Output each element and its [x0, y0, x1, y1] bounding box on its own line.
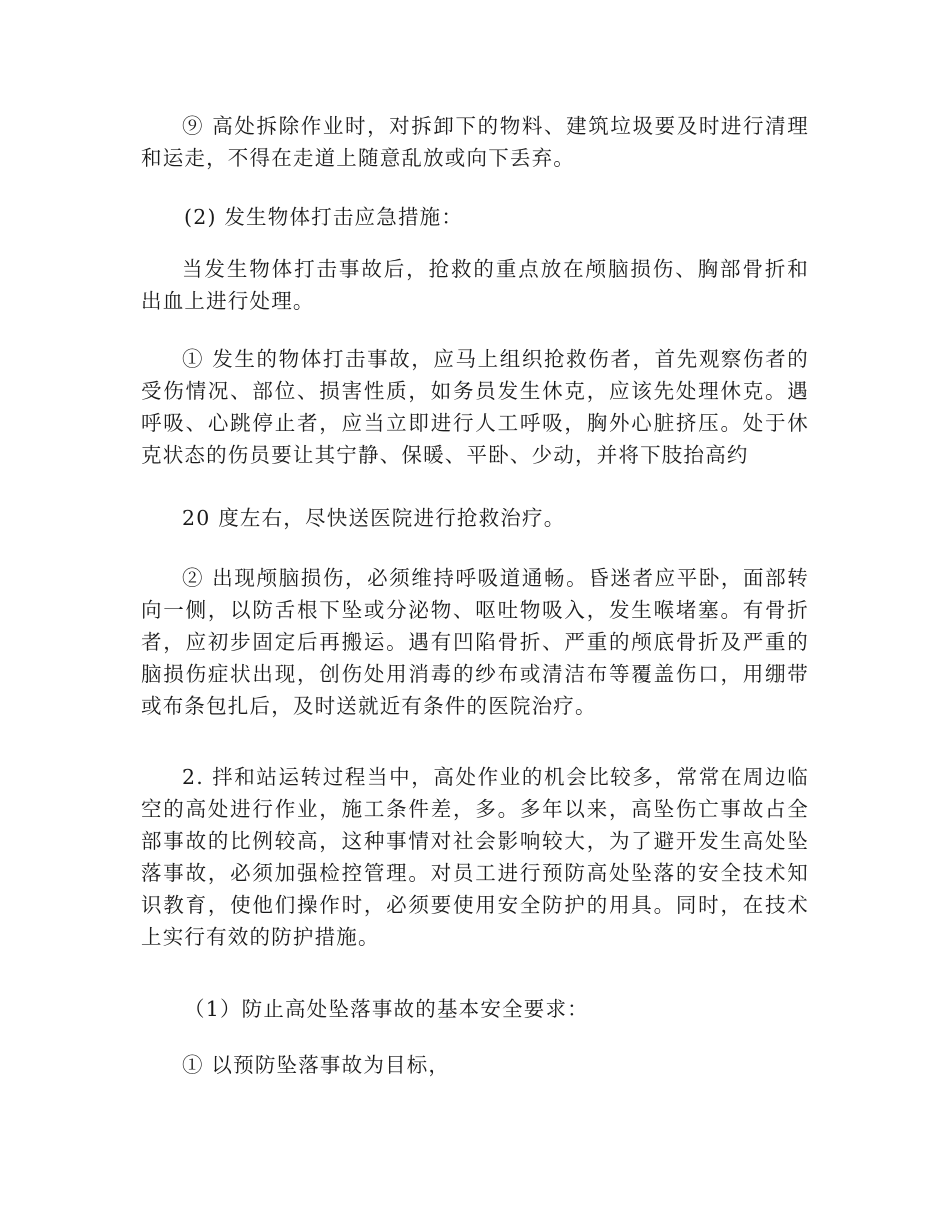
paragraph-item-1-struck-accident: ① 发生的物体打击事故，应马上组织抢救伤者，首先观察伤者的受伤情况、部位、损害性质，如务员发生休克，应该先处理休克。遇呼吸、心跳停止者，应当立即进行人工呼吸，胸外心脏挤压。处于休克状态的伤员要让其宁静、保暖、平卧、少动，并将下肢抬高约	[141, 347, 809, 467]
paragraph-section-2-high-work: 2. 拌和站运转过程当中，高处作业的机会比较多，常常在周边临空的高处进行作业，施工条件差，多。多年以来，高坠伤亡事故占全部事故的比例较高，这种事情对社会影响较大，为了避开发生高处坠落事故，必须加强检控管理。对员工进行预防高处坠落的安全技术知识教育，使他们操作时，必须要使用安全防护的用具。同时，在技术上实行有效的防护措施。	[141, 765, 809, 949]
paragraph-item-2-head-injury: ② 出现颅脑损伤，必须维持呼吸道通畅。昏迷者应平卧，面部转向一侧，以防舌根下坠或分泌物、呕吐物吸入，发生喉堵塞。有骨折者，应初步固定后再搬运。遇有凹陷骨折、严重的颅底骨折及严重的脑损伤症状出现，创伤处用消毒的纱布或清洁布等覆盖伤口，用绷带或布条包扎后，及时送就近有条件的医院治疗。	[141, 566, 809, 718]
paragraph-item-9-demolition: ⑨ 高处拆除作业时，对拆卸下的物料、建筑垃圾要及时进行清理和运走，不得在走道上随意乱放或向下丢弃。	[141, 114, 809, 170]
paragraph-continuation-20-degrees: 20 度左右，尽快送医院进行抢救治疗。	[182, 506, 566, 530]
paragraph-rescue-focus: 当发生物体打击事故后，抢救的重点放在颅脑损伤、胸部骨折和出血上进行处理。	[141, 257, 809, 313]
paragraph-item-1-prevention-goal: ① 以预防坠落事故为目标，	[182, 1053, 451, 1077]
heading-fall-prevention-requirements: （1）防止高处坠落事故的基本安全要求：	[184, 997, 589, 1021]
heading-struck-by-object-emergency: (2) 发生物体打击应急措施：	[184, 205, 464, 229]
